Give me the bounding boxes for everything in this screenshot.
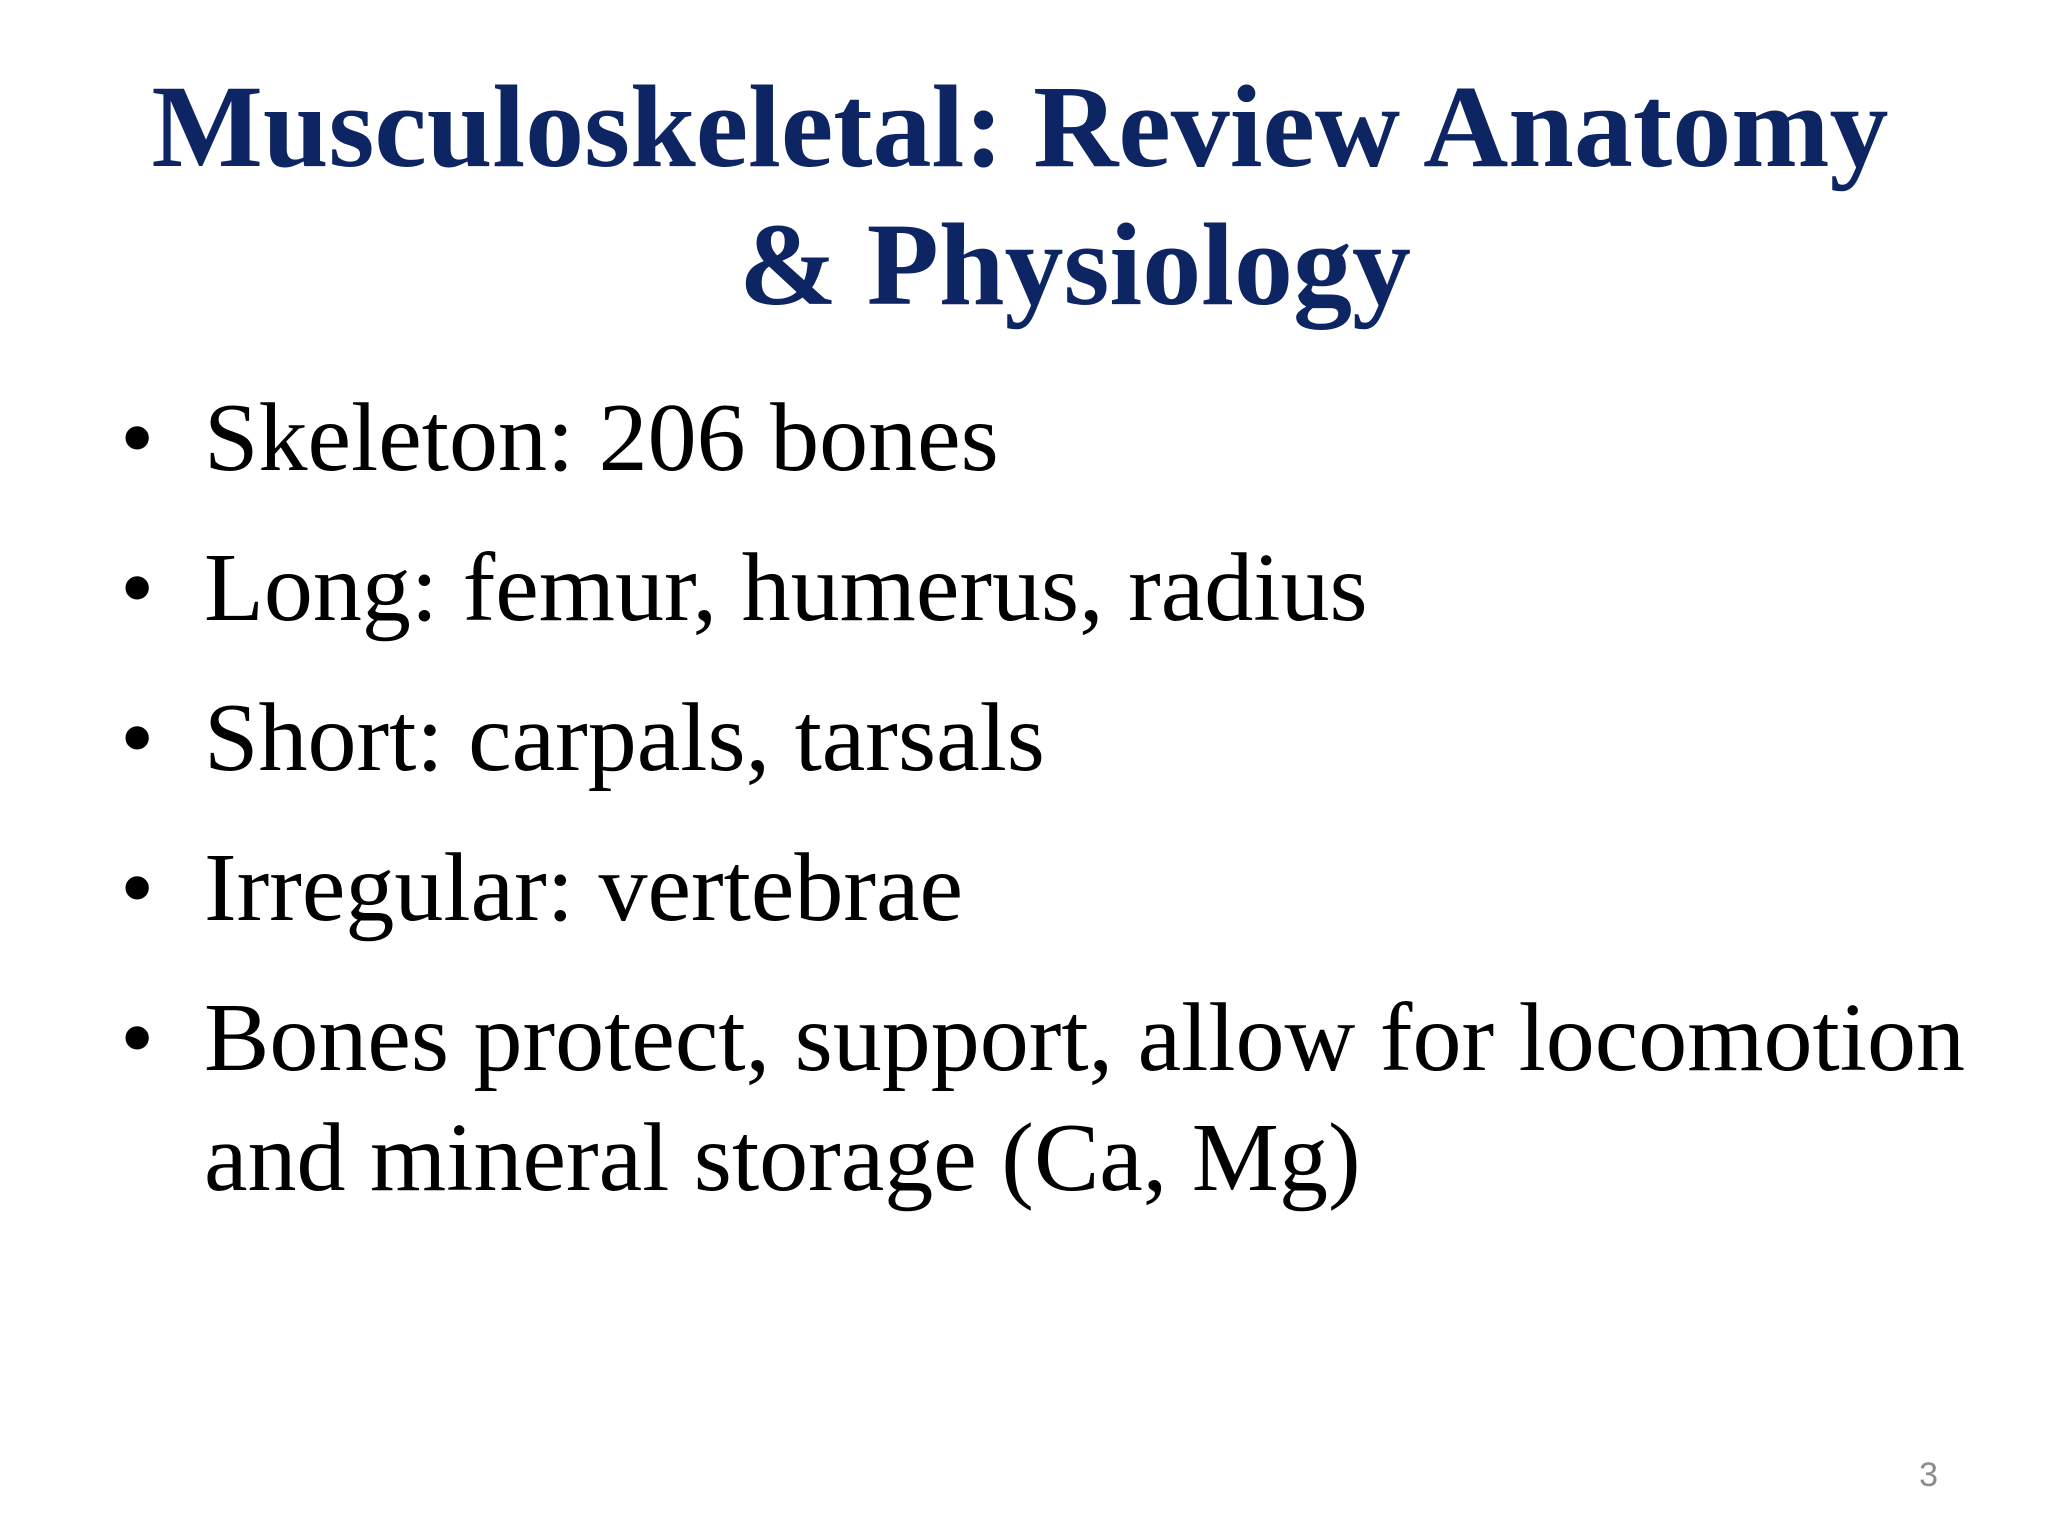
- page-number: 3: [1919, 1456, 1938, 1494]
- bullet-text: Skeleton: 206 bones: [204, 384, 999, 492]
- bullet-dot-icon: •: [120, 834, 155, 942]
- bullet-dot-icon: •: [120, 984, 155, 1092]
- bullet-dot-icon: •: [120, 384, 155, 492]
- bullet-text: Irregular: vertebrae: [204, 834, 963, 942]
- bullet-item: [120, 378, 1980, 498]
- bullet-dot-icon: •: [120, 534, 155, 642]
- slide-title-line-2: & Physiology: [739, 199, 1411, 330]
- bullet-list: [120, 378, 1980, 1248]
- slide-title-line-1: Musculoskeletal: Review Anatomy: [151, 61, 1889, 192]
- bullet-text: Bones protect, support, allow for locomotion and mineral storage (Ca, Mg): [204, 984, 1965, 1212]
- slide-title: [120, 58, 1920, 334]
- bullet-item: [120, 678, 1980, 798]
- bullet-text: Long: femur, humerus, radius: [204, 534, 1368, 642]
- bullet-item: [120, 828, 1980, 948]
- bullet-dot-icon: •: [120, 684, 155, 792]
- bullet-text: Short: carpals, tarsals: [204, 684, 1045, 792]
- bullet-item: [120, 528, 1980, 648]
- bullet-item: [120, 978, 1980, 1218]
